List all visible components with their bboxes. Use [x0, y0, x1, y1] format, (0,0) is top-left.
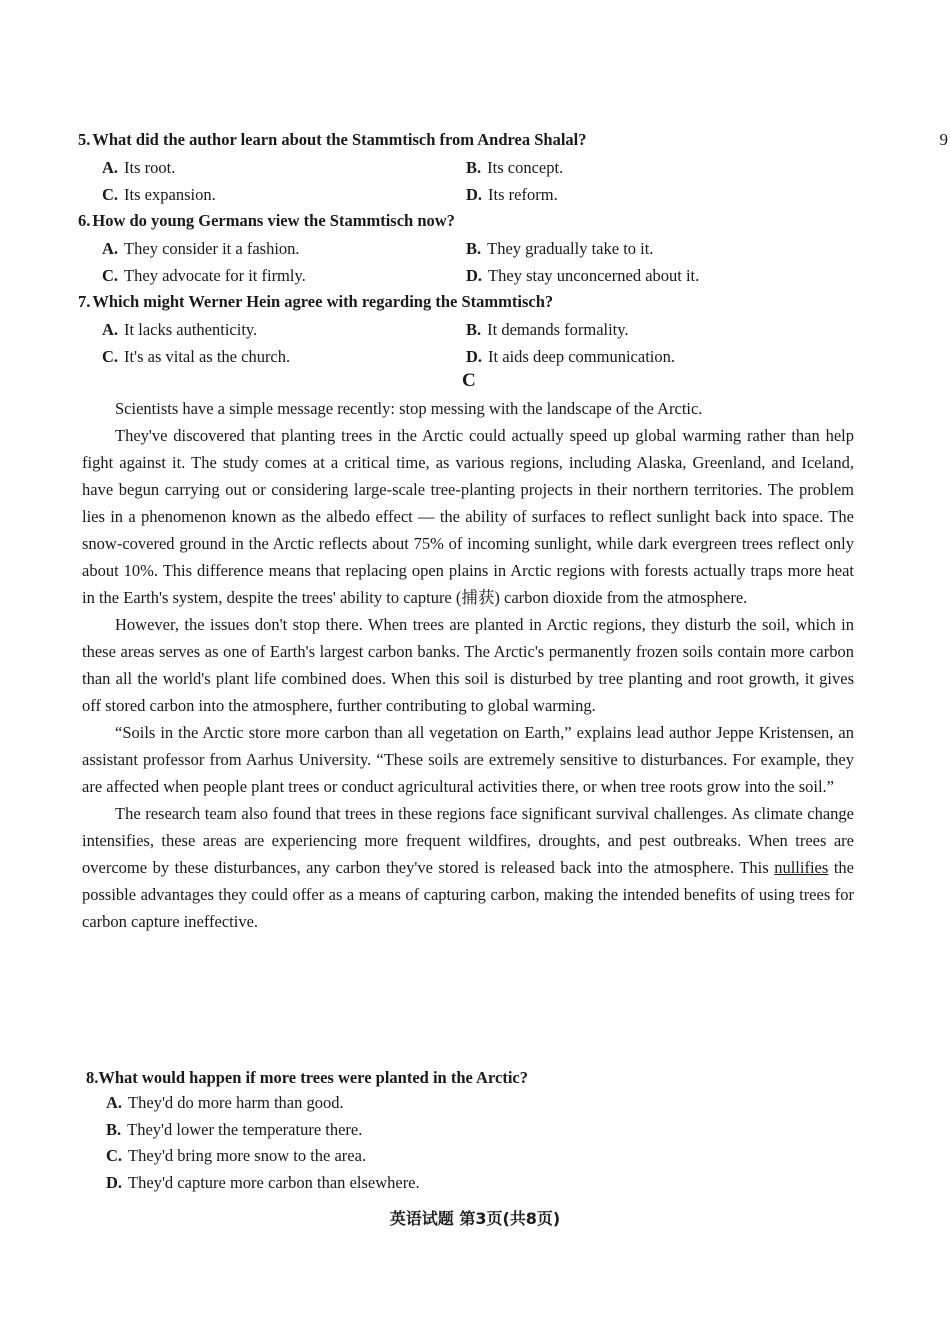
- question-number: 5.: [78, 130, 91, 149]
- question-text: Which might Werner Hein agree with regarding the Stammtisch?: [92, 292, 554, 311]
- question-7-option-a[interactable]: [102, 320, 257, 340]
- reading-passage: [82, 395, 854, 935]
- option-letter: C.: [102, 347, 119, 366]
- question-8: [86, 1068, 528, 1194]
- passage-paragraph-2: They've discovered that planting trees in the Arctic could actually speed up global warming rather than help fight against it. The study comes at a critical time, as various regions, including Alaska, Greenland, and Iceland, have begun carrying out or considering large-scale tree-planting projects in their northern territories. The problem lies in a phenomenon known as the albedo effect — the ability of surfaces to reflect sunlight back into space. The snow-covered ground in the Arctic reflects about 75% of incoming sunlight, while dark evergreen trees reflect only about 10%. This difference means that replacing open plains in Arctic regions with forests actually traps more heat in the Earth's system, despite the trees' ability to capture (捕获) carbon dioxide from the atmosphere.: [82, 426, 854, 607]
- question-5-option-d[interactable]: [466, 185, 558, 205]
- question-text: How do young Germans view the Stammtisch now?: [92, 211, 455, 230]
- question-8-option-a[interactable]: [106, 1092, 528, 1115]
- edge-page-number: 9: [939, 130, 948, 149]
- option-letter: C.: [102, 266, 119, 285]
- option-text: Its reform.: [488, 185, 558, 204]
- question-6-stem: [78, 211, 455, 231]
- option-text: They stay unconcerned about it.: [488, 266, 700, 285]
- question-5-option-b[interactable]: [466, 158, 563, 178]
- option-text: It aids deep communication.: [488, 347, 675, 366]
- question-7-stem: [78, 292, 553, 312]
- question-number: 8.: [86, 1068, 99, 1087]
- option-letter: A.: [102, 158, 119, 177]
- option-letter: D.: [106, 1172, 123, 1192]
- page-footer: 英语试题 第3页(共8页): [389, 1209, 561, 1228]
- question-8-option-c[interactable]: [106, 1145, 528, 1168]
- option-text: They'd capture more carbon than elsewhere.: [128, 1172, 420, 1192]
- option-text: They'd lower the temperature there.: [127, 1119, 363, 1139]
- option-letter: A.: [102, 239, 119, 258]
- option-letter: B.: [106, 1119, 122, 1139]
- option-text: They advocate for it firmly.: [124, 266, 306, 285]
- option-letter: A.: [106, 1093, 123, 1112]
- question-7-option-b[interactable]: [466, 320, 629, 340]
- question-5-option-c[interactable]: [102, 185, 216, 205]
- option-text: It's as vital as the church.: [124, 347, 291, 366]
- option-text: Its root.: [124, 158, 176, 177]
- option-letter: B.: [466, 158, 482, 177]
- question-7-option-c[interactable]: [102, 347, 290, 367]
- option-text: They'd do more harm than good.: [128, 1093, 344, 1112]
- passage-paragraph-5: [82, 800, 854, 935]
- question-8-stem: [86, 1068, 528, 1088]
- option-text: They'd bring more snow to the area.: [128, 1146, 367, 1165]
- option-text: It demands formality.: [487, 320, 629, 339]
- option-letter: D.: [466, 185, 483, 204]
- passage-paragraph-1: Scientists have a simple message recently: stop messing with the landscape of the Arctic.: [115, 399, 703, 418]
- option-letter: A.: [102, 320, 119, 339]
- option-letter: C.: [102, 185, 119, 204]
- passage-paragraph-4: “Soils in the Arctic store more carbon than all vegetation on Earth,” explains lead author Jeppe Kristensen, an assistant professor from Aarhus University. “These soils are extremely sensitive to disturbances. For example, they are affected when people plant trees or conduct agricultural activities there, or when tree roots grow into the soil.”: [82, 723, 854, 796]
- paragraph-text: The research team also found that trees in these regions face significant survival challenges. As climate change intensifies, these areas are experiencing more frequent wildfires, droughts, and pest outbreaks. When trees are overcome by these disturbances, any carbon they've stored is released back into the atmosphere. This: [82, 804, 854, 877]
- option-text: Its expansion.: [124, 185, 216, 204]
- option-text: They gradually take to it.: [487, 239, 654, 258]
- question-8-option-b[interactable]: [106, 1119, 528, 1142]
- passage-paragraph-3: However, the issues don't stop there. When trees are planted in Arctic regions, they disturb the soil, which in these areas serves as one of Earth's largest carbon banks. The Arctic's permanently frozen soils contain more carbon than all the world's plant life combined does. When this soil is disturbed by tree planting and root growth, it gives off stored carbon into the atmosphere, further contributing to global warming.: [82, 615, 854, 715]
- underlined-word: nullifies: [774, 858, 829, 877]
- option-letter: B.: [466, 239, 482, 258]
- question-text: What did the author learn about the Stammtisch from Andrea Shalal?: [92, 130, 587, 149]
- section-heading: C: [462, 370, 476, 391]
- option-text: They consider it a fashion.: [124, 239, 300, 258]
- question-number: 6.: [78, 211, 91, 230]
- question-7-option-d[interactable]: [466, 347, 675, 367]
- option-text: Its concept.: [487, 158, 564, 177]
- question-6-option-a[interactable]: [102, 239, 300, 259]
- question-6-option-d[interactable]: [466, 266, 699, 286]
- question-5-option-a[interactable]: [102, 158, 175, 178]
- paragraph-text: the possible advantages they could offer as a means of capturing carbon, making the intended benefits of using trees for carbon capture ineffective.: [82, 858, 854, 931]
- option-letter: B.: [466, 320, 482, 339]
- question-5-stem: [78, 130, 587, 150]
- option-letter: C.: [106, 1146, 123, 1165]
- question-6-option-b[interactable]: [466, 239, 653, 259]
- question-number: 7.: [78, 292, 91, 311]
- question-6-option-c[interactable]: [102, 266, 306, 286]
- option-letter: D.: [466, 347, 483, 366]
- option-letter: D.: [466, 266, 483, 285]
- question-text: What would happen if more trees were planted in the Arctic?: [98, 1068, 528, 1087]
- question-8-option-d[interactable]: [106, 1172, 528, 1195]
- option-text: It lacks authenticity.: [124, 320, 258, 339]
